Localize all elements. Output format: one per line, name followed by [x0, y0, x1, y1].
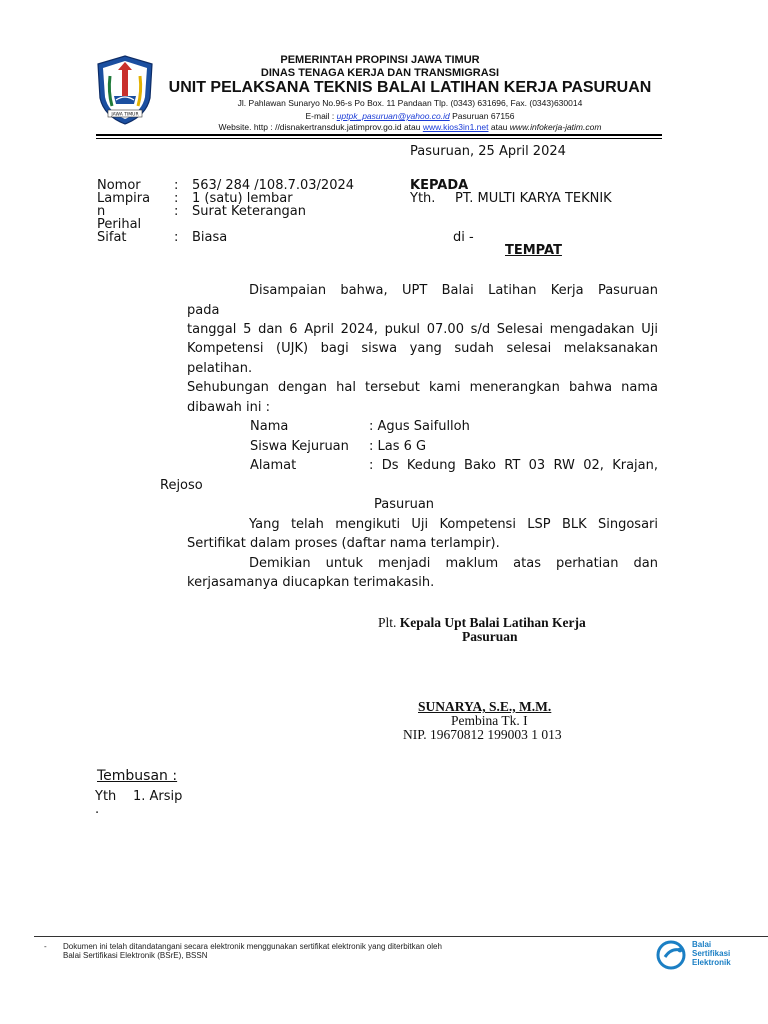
body-p3-line2: Sertifikat dalam proses (daftar nama terlampir).: [187, 536, 500, 551]
website-link-infokerja[interactable]: www.infokerja-jatim.com: [509, 122, 602, 132]
institution-address: Jl. Pahlawan Sunaryo No.96-s Po Box. 11 Pandaan Tlp. (0343) 631696, Fax. (0343)630014: [237, 98, 583, 108]
nama-value: : Agus Saifulloh: [369, 419, 470, 434]
perihal-colon: :: [174, 204, 179, 219]
signatory-rank: Pembina Tk. I: [451, 713, 528, 728]
recipient-name: PT. MULTI KARYA TEKNIK: [455, 191, 612, 206]
sifat-value: Biasa: [192, 230, 228, 245]
institution-title: UNIT PELAKSANA TEKNIS BALAI LATIHAN KERJA PASURUAN: [168, 79, 652, 96]
website-label: Website. http : //disnakertransduk.jatimprov.go.id atau: [218, 122, 421, 132]
tembusan-label: Tembusan :: [97, 768, 178, 784]
body-p4-line2: kerjasamanya diucapkan terimakasih.: [187, 575, 435, 590]
sifat-colon: :: [174, 230, 179, 245]
footer-line-2: Balai Sertifikasi Elektronik (BSrE), BSSN: [63, 951, 208, 960]
alamat-cont-1: Rejoso: [160, 478, 203, 493]
kejuruan-label: Siswa Kejuruan: [250, 439, 349, 454]
contact-email-line: [160, 111, 660, 121]
tembusan-item: 1. Arsip: [133, 789, 183, 804]
bsre-emblem-icon: [656, 940, 688, 970]
letterhead-rule-thin: [96, 138, 662, 139]
website-mid: atau: [490, 122, 508, 132]
body-p1-line3: tanggal 5 dan 6 April 2024, pukul 07.00 s/d Selesai mengadakan Uji: [187, 322, 658, 337]
body-p1-line2: pada: [187, 303, 220, 318]
bsre-text-3: Elektronik: [692, 958, 731, 967]
footer-rule: [34, 936, 768, 937]
bsre-text-2: Sertifikasi: [692, 949, 731, 958]
alamat-label: Alamat: [250, 458, 297, 473]
bsre-text-1: Balai: [692, 940, 712, 949]
header-line-1: PEMERINTAH PROPINSI JAWA TIMUR: [280, 54, 480, 66]
body-p4-line1: Demikian untuk menjadi maklum atas perhatian dan: [249, 556, 658, 571]
lampiran-colon: :: [174, 191, 179, 206]
di-label: di -: [453, 230, 474, 245]
footer-line-1: Dokumen ini telah ditandatangani secara elektronik menggunakan sertifikat elektronik yang diterbitkan oleh: [63, 942, 442, 951]
letter-date: Pasuruan, 25 April 2024: [410, 144, 566, 159]
email-suffix: Pasuruan 67156: [452, 111, 515, 121]
signature-title: Kepala Upt Balai Latihan Kerja: [399, 615, 586, 630]
tembusan-dot: .: [95, 802, 100, 817]
header-line-2: DINAS TENAGA KERJA DAN TRANSMIGRASI: [260, 67, 500, 79]
perihal-value: Surat Keterangan: [192, 204, 307, 219]
signatory-name: SUNARYA, S.E., M.M.: [418, 699, 552, 714]
body-p2-line1: Sehubungan dengan hal tersebut kami menerangkan bahwa nama: [187, 380, 658, 395]
signature-title-line2: Pasuruan: [462, 629, 518, 644]
logo-caption: JAWA TIMUR: [111, 112, 139, 118]
alamat-value: : Ds Kedung Bako RT 03 RW 02, Krajan,: [369, 458, 658, 473]
tembusan-yth: Yth: [95, 789, 117, 804]
kejuruan-value: : Las 6 G: [369, 439, 427, 454]
body-p1-line5: pelatihan.: [187, 361, 253, 376]
nomor-label: Nomor: [97, 178, 141, 193]
plt-label: Plt.: [378, 615, 397, 630]
kepada-label: KEPADA: [410, 178, 469, 193]
alamat-cont-2: Pasuruan: [374, 497, 435, 512]
email-link[interactable]: uptpk_pasuruan@yahoo.co.id: [336, 111, 450, 121]
lampiran-label-cont: n: [97, 204, 106, 219]
yth-label: Yth.: [410, 191, 436, 206]
body-p2-line2: dibawah ini :: [187, 400, 271, 415]
body-p1-line4: Kompetensi (UJK) bagi siswa yang sudah selesai melaksanakan: [187, 341, 658, 356]
lampiran-label: Lampira: [97, 191, 151, 206]
nomor-value: 563/ 284 /108.7.03/2024: [192, 178, 355, 193]
body-p1-line1: Disampaian bahwa, UPT Balai Latihan Kerja Pasuruan: [249, 283, 658, 298]
signatory-nip: NIP. 19670812 199003 1 013: [403, 727, 562, 742]
nomor-colon: :: [174, 178, 179, 193]
east-java-emblem-logo: [94, 54, 156, 126]
sifat-label: Sifat: [97, 230, 127, 245]
website-line: [150, 122, 670, 132]
website-link-kios[interactable]: www.kios3in1.net: [422, 122, 489, 132]
letterhead-rule-thick: [96, 134, 662, 136]
footer-dash: -: [44, 942, 47, 951]
perihal-label: Perihal: [97, 217, 142, 232]
body-p3-line1: Yang telah mengikuti Uji Kompetensi LSP BLK Singosari: [249, 517, 658, 532]
email-label: E-mail :: [305, 111, 335, 121]
nama-label: Nama: [250, 419, 289, 434]
lampiran-value: 1 (satu) lembar: [192, 191, 293, 206]
tempat-label: TEMPAT: [505, 243, 562, 258]
